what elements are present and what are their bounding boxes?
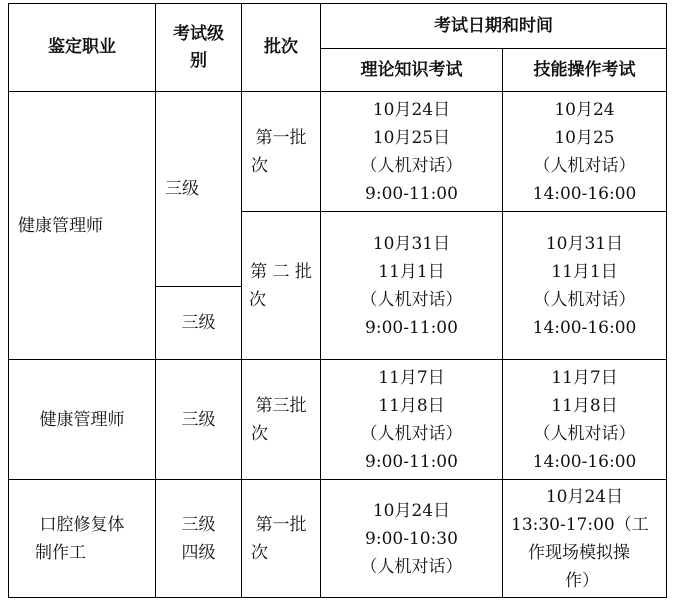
row1-skill1-line4: 14:00-16:00 [532, 183, 637, 204]
row3-theory-line2: 9:00-10:30 [365, 528, 458, 549]
row1-batch2-line1: 第 二 批 [250, 261, 312, 282]
row2-skill-line1: 11月7日 [551, 367, 618, 388]
header-theory [321, 49, 502, 91]
row1-batch1 [242, 92, 320, 211]
row3-skill-line1: 10月24日 [545, 486, 624, 507]
row2-skill-line4: 14:00-16:00 [532, 451, 637, 472]
row3-skill-line2: 13:30-17:00（工 [511, 514, 649, 535]
border-right [666, 3, 667, 598]
row3-batch-line2: 次 [251, 542, 268, 563]
row1-occupation-text: 健康管理师 [18, 215, 103, 236]
row1-level-b-text: 三级 [181, 313, 216, 333]
header-batch-text: 批次 [264, 37, 298, 57]
row3-skill-line3: 作现场模拟操 [528, 542, 630, 563]
row1-skill2 [503, 212, 666, 359]
row3-batch [242, 480, 320, 597]
row1-occupation [18, 92, 155, 359]
border-bottom [8, 597, 666, 598]
row3-occupation-line1: 口腔修复体 [39, 514, 125, 535]
row3-batch-line1: 第一批 [255, 514, 307, 535]
header-theory-text: 理论知识考试 [360, 59, 463, 80]
row1-theory2-line2: 11月1日 [378, 261, 445, 282]
row2-occupation-text: 健康管理师 [39, 409, 125, 430]
row1-skill2-line4: 14:00-16:00 [532, 317, 637, 338]
row2-theory [321, 360, 502, 479]
row3-theory-line1: 10月24日 [372, 500, 451, 521]
row1-batch2 [242, 212, 320, 359]
row2-batch-line2: 次 [251, 423, 268, 444]
row3-skill [503, 480, 666, 597]
row1-skill2-line2: 11月1日 [551, 261, 618, 282]
row2-level-text: 三级 [181, 409, 216, 430]
row2-skill-line3: （人机对话） [533, 423, 636, 444]
header-level-line1: 考试级 [173, 23, 224, 44]
row3-theory [321, 480, 502, 597]
header-level [156, 4, 241, 91]
row1-theory1-line3: （人机对话） [360, 155, 463, 176]
row2-occupation [9, 360, 155, 479]
row1-theory2-line1: 10月31日 [372, 233, 451, 254]
row1-theory1-line4: 9:00-11:00 [365, 183, 458, 204]
row2-skill [503, 360, 666, 479]
header-skill [503, 49, 666, 91]
row3-theory-line3: （人机对话） [360, 556, 463, 577]
header-occupation [9, 4, 155, 91]
row3-occupation-line2: 制作工 [35, 542, 86, 563]
row1-skill1-line1: 10月24 [554, 99, 615, 120]
row3-occupation [9, 480, 155, 597]
row1-batch1-line2: 次 [251, 155, 268, 176]
row2-batch [242, 360, 320, 479]
row1-batch1-line1: 第一批 [255, 127, 307, 148]
row1-skill1 [503, 92, 666, 211]
row1-theory1 [321, 92, 502, 211]
row2-level [156, 360, 241, 479]
row1-theory2-line4: 9:00-11:00 [365, 317, 458, 338]
header-batch [242, 4, 320, 91]
row1-skill2-line1: 10月31日 [545, 233, 624, 254]
row2-theory-line2: 11月8日 [378, 395, 445, 416]
row2-theory-line3: （人机对话） [360, 423, 463, 444]
header-level-line2: 别 [190, 50, 207, 71]
row1-theory1-line1: 10月24日 [372, 99, 451, 120]
header-date-time [321, 4, 666, 48]
row1-skill2-line3: （人机对话） [533, 289, 636, 310]
row1-theory2 [321, 212, 502, 359]
row3-level-line1: 三级 [181, 514, 216, 535]
row1-theory1-line2: 10月25日 [372, 127, 451, 148]
row1-skill1-line3: （人机对话） [533, 155, 636, 176]
header-occupation-text: 鉴定职业 [48, 37, 116, 57]
row1-skill1-line2: 10月25 [554, 127, 615, 148]
header-skill-text: 技能操作考试 [533, 59, 636, 80]
row2-batch-line1: 第三批 [255, 395, 307, 416]
row2-theory-line4: 9:00-11:00 [365, 451, 458, 472]
header-date-time-text: 考试日期和时间 [434, 15, 553, 36]
row1-level-a [156, 92, 208, 286]
row2-skill-line2: 11月8日 [551, 395, 618, 416]
row3-level [156, 480, 241, 597]
row1-theory2-line3: （人机对话） [360, 289, 463, 310]
row1-batch2-line2: 次 [249, 289, 266, 310]
row3-level-line2: 四级 [181, 542, 216, 563]
row2-theory-line1: 11月7日 [378, 367, 445, 388]
row1-level-b [156, 287, 241, 359]
row3-skill-line4: 作） [565, 570, 599, 591]
row1-level-a-text: 三级 [165, 179, 199, 199]
